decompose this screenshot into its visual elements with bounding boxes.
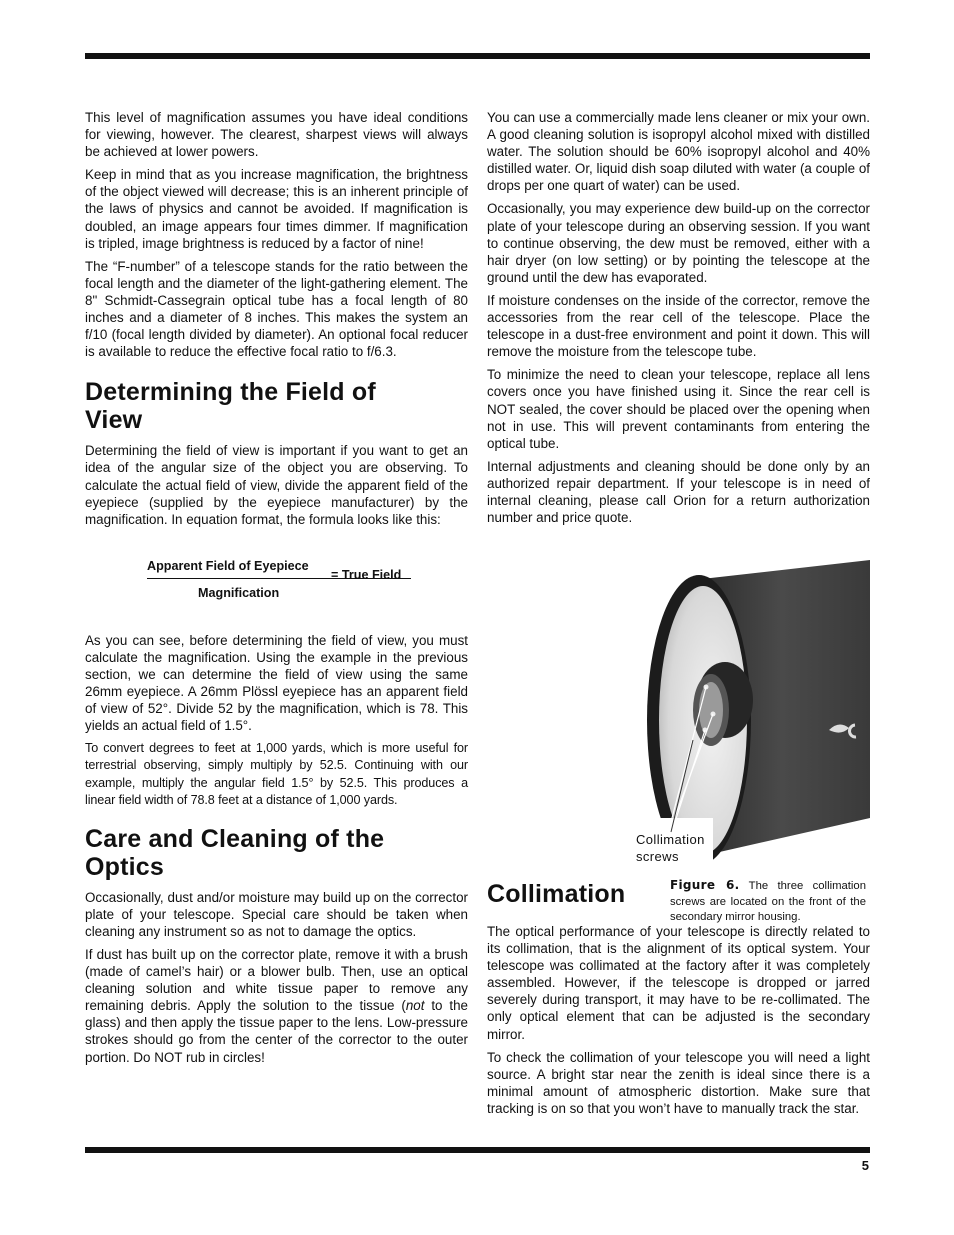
left-column bbox=[85, 109, 468, 1072]
paragraph-field-example: As you can see, before determining the field of view, you must calculate the magnification. Using the example in the previous section, we can determine the field of view using the same 26mm eyepiece. A 26mm Plössl eyepiece has an apparent field of view of 52°. Divide 52 by the magnification, which is 78. This yields an actual field of 1.5°. bbox=[85, 632, 468, 734]
heading-collimation: Collimation bbox=[487, 880, 626, 908]
paragraph-field-of-view: Determining the field of view is important if you want to get an idea of the angular size of the object you are observing. To calculate the actual field of view, divide the apparent field of the eyepiece (supplied by the eyepiece manufacturer) by the magnification. In equation format, the formula looks like this: bbox=[85, 443, 468, 527]
paragraph-degrees-to-feet: To convert degrees to feet at 1,000 yards, which is more useful for terrestrial observing, simply multiply by 52.5. Continuing with our example, multiply the angular field 1.5° by 52.5. This produces a linear field width of 78.8 feet at a distance of 1,000 yards. bbox=[85, 741, 468, 807]
paragraph-brightness: Keep in mind that as you increase magnification, the brightness of the object viewed will decrease; this is an inherent principle of the laws of physics and cannot be avoided. If magnification is doubled, an image appears four times dimmer. If magnification is tripled, image brightness is reduced by a factor of nine! bbox=[85, 167, 468, 251]
telescope-front-photo bbox=[633, 560, 870, 870]
dust-removal-text-a: If dust has built up on the corrector plate, remove it with a brush (made of camel’s hair) or a blower bulb. Then, use an optical cleaning solution and white tissue paper to remove any remaining debris. Apply the solution to the tissue ( bbox=[85, 947, 468, 1014]
formula-result: = True Field bbox=[331, 567, 402, 582]
callout-line-2: screws bbox=[636, 849, 679, 864]
dust-removal-emphasis: not bbox=[405, 998, 425, 1014]
paragraph-lens-covers: To minimize the need to clean your telescope, replace all lens covers once you have finished using it. Since the rear cell is NOT sealed, the cover should be placed over the opening when not in use. This will prevent contaminants from entering the optical tube. bbox=[487, 367, 870, 451]
paragraph-dust-removal bbox=[85, 946, 468, 1066]
right-column bbox=[487, 109, 870, 532]
paragraph-f-number: The “F-number” of a telescope stands for the ratio between the focal length and the diameter of the light-gathering element. The 8" Schmidt-Cassegrain optical tube has a focal length of 80 inches and a diameter of 8 inches. This makes the system an f/10 (focal length divided by diameter). An optional focal reducer is available to reduce the effective focal ratio to f/6.3. bbox=[85, 258, 468, 360]
figure-caption-text: The three collimation screws are located on the front of the secondary mirror housing. bbox=[670, 880, 866, 923]
figure-caption bbox=[670, 878, 866, 926]
bottom-rule bbox=[85, 1147, 870, 1153]
paragraph-collimation-intro: The optical performance of your telescope is directly related to its collimation, that is the alignment of its optical system. Your telescope was collimated at the factory after it was completely assembled. However, if the telescope is dropped or jarred severely during transport, it may have to be re-collimated. The only optical element that can be adjusted is the secondary mirror. bbox=[487, 924, 870, 1042]
heading-field-of-view: Determining the Field of View bbox=[85, 378, 376, 435]
paragraph-magnification-conditions: This level of magnification assumes you have ideal conditions for viewing, however. The clearest, sharpest views will always be achieved at lower powers. bbox=[85, 110, 468, 160]
paragraph-condensation: If moisture condenses on the inside of the corrector, remove the accessories from the rear cell of the telescope. Place the telescope in a dust-free environment and point it down. This will remove the moisture from the telescope tube. bbox=[487, 292, 870, 360]
dust-removal-text-b: to the glass) and then apply the tissue paper to the lens. Low-pressure strokes should go from the center of the corrector to the outer portion. Do NOT rub in circles! bbox=[85, 998, 468, 1065]
collimation-body bbox=[487, 923, 870, 1123]
true-field-formula bbox=[85, 534, 468, 632]
formula-denominator: Magnification bbox=[198, 585, 280, 600]
paragraph-dew: Occasionally, you may experience dew build-up on the corrector plate of your telescope during an observing session. If you want to continue observing, the dew must be removed, either with a hair dryer (on low setting) or by pointing the telescope at the ground until the dew has evaporated. bbox=[487, 201, 870, 285]
top-rule bbox=[85, 53, 870, 59]
paragraph-internal-adjustments: Internal adjustments and cleaning should be done only by an authorized repair department. If your telescope is in need of internal cleaning, please call Orion for a return authorization number and price quote. bbox=[487, 458, 870, 526]
formula-numerator: Apparent Field of Eyepiece bbox=[147, 558, 309, 573]
figure-callout-label bbox=[636, 831, 705, 865]
callout-line-1: Collimation bbox=[636, 832, 705, 847]
figure-caption-label: Figure 6. bbox=[670, 878, 740, 892]
paragraph-lens-cleaner: You can use a commercially made lens cleaner or mix your own. A good cleaning solution is isopropyl alcohol mixed with distilled water. The solution should be 60% isopropyl alcohol and 40% distilled water. Or, liquid dish soap diluted with water (a couple of drops per one quart of water) can be used. bbox=[487, 110, 870, 194]
paragraph-dust-moisture: Occasionally, dust and/or moisture may build up on the corrector plate of your telescope. Special care should be taken when cleaning any instrument so as not to damage the optics. bbox=[85, 889, 468, 939]
page-number: 5 bbox=[861, 1158, 869, 1173]
heading-care-and-cleaning: Care and Cleaning of the Optics bbox=[85, 824, 385, 881]
paragraph-collimation-check: To check the collimation of your telescope you will need a light source. A bright star near the zenith is ideal since there is a minimal amount of atmospheric distortion. Make sure that tracking is on so that you won’t have to manually track the star. bbox=[487, 1049, 870, 1116]
